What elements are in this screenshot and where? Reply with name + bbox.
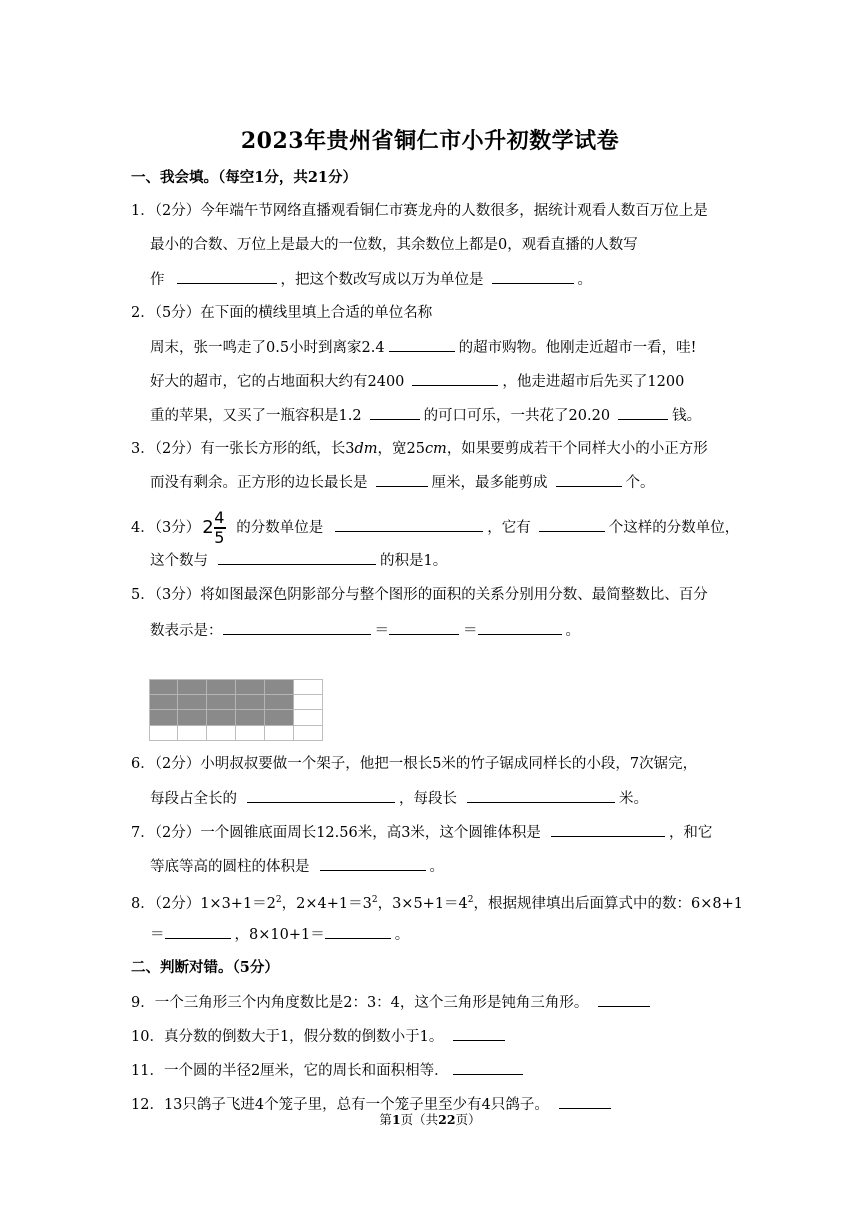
q5-answer-blank-3[interactable] [478,620,562,635]
q8-exponent-1: 2 [275,895,282,905]
q6-answer-blank-2[interactable] [467,788,615,803]
grid-cell [149,726,178,742]
q8-text-c: ，3×5+1＝4 [377,895,468,912]
grid-cell [265,710,294,726]
q2-line4 [150,405,701,426]
grid-cell [178,726,207,742]
q1-line3 [150,269,592,290]
grid-cell [294,679,323,695]
q5-equals-2: ＝ [463,623,478,639]
q4-text-a: 的分数单位是 [236,520,324,536]
grid-cell [207,710,236,726]
q2-answer-blank-2[interactable] [412,371,498,386]
q3-text-a: 3．（2分）有一张长方形的纸，长3 [131,441,355,457]
q5-answer-blank-1[interactable] [223,620,371,635]
q3-text-b: ，宽25 [377,441,425,457]
q6-line1: 6．（2分）小明叔叔要做一个架子，他把一根长5米的竹子锯成同样长的小段，7次锯完， [131,756,698,772]
q2-text-g: 钱。 [672,408,702,424]
q2-line2 [150,337,696,358]
q5-equals-1: ＝ [374,623,389,639]
q11-text: 11．一个圆的半径2厘米，它的周长和面积相等． [131,1063,449,1079]
q8-text-f: ，8×10+1＝ [234,927,325,943]
grid-cell [149,710,178,726]
q1-text-b: ，把这个数改写成以万为单位是 [280,272,484,288]
page-footer [0,1110,860,1128]
q8-text-d: ，根据规律填出后面算式中的数：6×8+1 [473,895,743,912]
grid-cell [265,695,294,711]
grid-cell [294,710,323,726]
q4-denominator: 5 [214,528,225,547]
q7-text-c: 等底等高的圆柱的体积是 [150,859,310,875]
q1-line2: 最小的合数、万位上是最大的一位数，其余数位上都是0，观看直播的人数写 [150,237,638,253]
grid-cell [294,695,323,711]
footer-text-b: 页（共 [400,1112,439,1127]
q4-text-d: 这个数与 [150,553,208,569]
q8-exponent-2: 2 [371,895,378,905]
q7-answer-blank-2[interactable] [320,856,426,871]
shaded-grid-figure [149,679,323,741]
grid-cell [178,695,207,711]
q10-answer-blank[interactable] [453,1026,505,1041]
q3-text-d: 而没有剩余。正方形的边长最长是 [150,475,368,491]
section-2-heading: 二、判断对错。（5分） [131,959,279,976]
q8-text-e: ＝ [150,927,165,943]
q2-text-b: 的超市购物。他刚走近超市一看，哇! [458,340,697,356]
q8-answer-blank-2[interactable] [325,924,391,939]
q10-text: 10．真分数的倒数大于1，假分数的倒数小于1。 [131,1029,444,1045]
q12-text: 12．13只鸽子飞进4个笼子里，总有一个笼子里至少有4只鸽子。 [131,1097,549,1113]
q8-answer-blank-1[interactable] [165,924,231,939]
q2-text-f: 的可口可乐，一共花了20.20 [423,408,611,424]
section-1-heading: 一、我会填。（每空1分，共21分） [131,169,358,186]
q4-answer-blank-1[interactable] [335,517,483,532]
q3-line1 [131,439,708,459]
q1-text-a: 作 [150,272,165,288]
grid-cell [149,695,178,711]
q9-line [131,992,654,1013]
grid-cell [207,726,236,742]
q8-text-a: 8．（2分）1×3+1＝2 [131,895,276,912]
q3-text-e: 厘米，最多能剪成 [431,475,548,491]
q4-whole: 2 [202,517,214,538]
q2-answer-blank-4[interactable] [618,405,668,420]
q2-line1: 2．（5分）在下面的横线里填上合适的单位名称 [131,305,433,321]
q9-answer-blank[interactable] [598,992,650,1007]
q8-exponent-3: 2 [467,895,474,905]
q1-text-c: 。 [577,272,592,288]
q6-answer-blank-1[interactable] [247,788,395,803]
grid-cell [236,679,265,695]
grid-cell [265,726,294,742]
q2-answer-blank-3[interactable] [370,405,420,420]
q4-line2 [150,550,447,571]
q6-text-a: 每段占全长的 [150,791,237,807]
q2-line3 [150,371,684,392]
q8-line1 [131,890,743,914]
q3-text-f: 个。 [625,475,655,491]
q5-answer-blank-2[interactable] [389,620,459,635]
q7-line1 [131,822,712,843]
q6-text-b: ，每段长 [399,791,457,807]
q4-text-c: 个这样的分数单位， [608,520,740,536]
q8-line2 [150,924,409,945]
footer-text-c: 页） [455,1112,481,1127]
grid-cell [149,679,178,695]
q1-answer-blank-2[interactable] [492,269,574,284]
q4-numerator: 4 [214,508,225,527]
grid-cell [178,710,207,726]
q5-line1: 5．（3分）将如图最深色阴影部分与整个图形的面积的关系分别用分数、最简整数比、百分 [131,587,708,603]
q1-line1: 1．（2分）今年端午节网络直播观看铜仁市赛龙舟的人数很多，据统计观看人数百万位上是 [131,203,708,219]
q10-line [131,1026,509,1047]
q5-text-end: 。 [565,623,580,639]
grid-cell [178,679,207,695]
q4-answer-blank-3[interactable] [218,550,376,565]
grid-cell [207,679,236,695]
q3-line2 [150,472,655,493]
q4-text-b: ，它有 [487,520,531,536]
q8-text-g: 。 [394,927,410,943]
q1-answer-blank-1[interactable] [177,269,277,284]
page-title: 2023年贵州省铜仁市小升初数学试卷 [240,128,620,154]
q4-answer-blank-2[interactable] [539,517,605,532]
footer-total-pages: 22 [438,1112,456,1127]
q4-mixed-number [202,510,230,546]
grid-cell [265,679,294,695]
q7-text-b: ，和它 [668,825,713,841]
q7-line2 [150,856,444,877]
q11-answer-blank[interactable] [453,1060,523,1075]
q3-text-c: ，如果要剪成若干个同样大小的小正方形 [446,441,708,457]
grid-cell [294,726,323,742]
q9-text: 9．一个三角形三个内角度数比是2：3：4，这个三角形是钝角三角形。 [131,995,589,1011]
q5-line2 [150,620,580,641]
q2-text-a: 周末，张一鸣走了0.5小时到离家2.4 [150,340,385,356]
q11-line [131,1060,527,1081]
grid-cell [236,726,265,742]
q2-text-c: 好大的超市，它的占地面积大约有2400 [150,374,405,390]
q4-line1 [131,510,739,546]
q8-text-b: ，2×4+1＝3 [281,895,372,912]
footer-text-a: 第 [379,1112,392,1127]
q3-unit-dm: dm [354,441,378,457]
q4-text-e: 的积是1。 [380,553,448,569]
q6-line2 [150,788,648,809]
q7-answer-blank-1[interactable] [551,822,665,837]
q3-unit-cm: cm [424,441,447,457]
q6-text-c: 米。 [619,791,648,807]
q7-text-a: 7．（2分）一个圆锥底面周长12.56米，高3米，这个圆锥体积是 [131,825,541,841]
q3-answer-blank-1[interactable] [376,472,428,487]
grid-cell [236,710,265,726]
grid-cell [236,695,265,711]
q12-answer-blank[interactable] [559,1094,611,1109]
footer-page-number: 1 [391,1112,401,1127]
q5-text-a: 数表示是： [150,623,223,639]
q2-text-d: ，他走进超市后先买了1200 [502,374,685,390]
q2-text-e: 重的苹果，又买了一瓶容积是1.2 [150,408,362,424]
q4-prefix: 4．（3分） [131,520,201,536]
q7-text-d: 。 [429,859,444,875]
grid-cell [207,695,236,711]
q3-answer-blank-2[interactable] [556,472,622,487]
q2-answer-blank-1[interactable] [389,337,455,352]
